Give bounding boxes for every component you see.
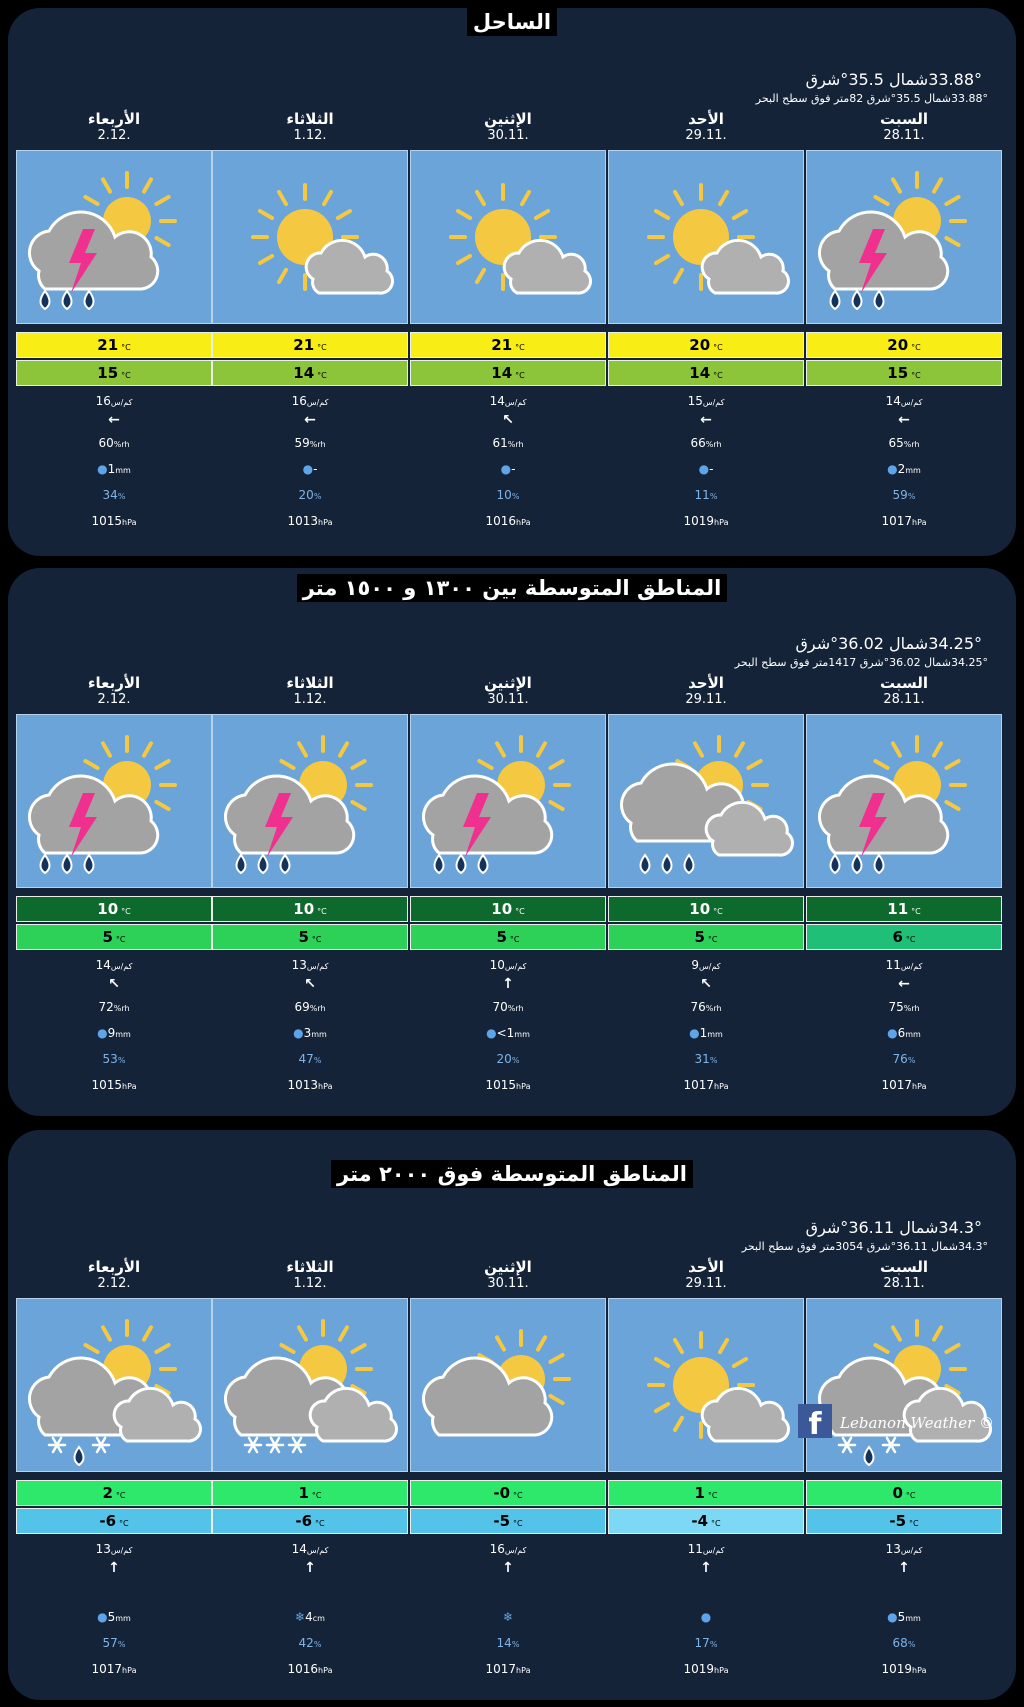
min-temp: 15 <box>887 364 909 382</box>
humidity: 65%rh <box>888 436 920 450</box>
max-temp: 1 <box>298 1484 309 1502</box>
min-temp-bar: -4 °C <box>608 1508 804 1534</box>
raindrop-icon: ● <box>689 1026 700 1040</box>
day-name: الثلاثاء <box>286 110 334 128</box>
min-temp: 5 <box>694 928 705 946</box>
pressure: 1017hPa <box>485 1662 531 1676</box>
precip-probability: 20% <box>496 1052 520 1066</box>
day-date: 1.12. <box>293 692 327 707</box>
precipitation: ●- <box>698 462 714 476</box>
weather-cloud-snow-rain-icon <box>806 1298 1002 1472</box>
pressure: 1013hPa <box>287 514 333 528</box>
humidity: 60%rh <box>98 436 130 450</box>
pressure: 1017hPa <box>881 1078 927 1092</box>
max-temp-bar: 21 °C <box>212 332 408 358</box>
wind-direction-arrow-icon: ← <box>700 412 712 428</box>
max-temp-bar: 10 °C <box>410 896 606 922</box>
precipitation: ●1mm <box>689 1026 723 1040</box>
min-temp-bar: 5 °C <box>410 924 606 950</box>
day-name: الأربعاء <box>87 110 141 128</box>
wind-direction-arrow-icon: ↖ <box>108 976 120 992</box>
panel-title: الساحل <box>467 8 557 36</box>
raindrop-icon: ● <box>302 462 314 476</box>
wind-direction-arrow-icon: ↑ <box>304 1560 316 1576</box>
min-temp: 5 <box>496 928 507 946</box>
max-temp: 21 <box>97 336 119 354</box>
raindrop-icon: ● <box>97 1610 108 1624</box>
min-temp: 6 <box>892 928 903 946</box>
pressure: 1015hPa <box>485 1078 531 1092</box>
min-temp: 14 <box>689 364 711 382</box>
wind-direction-arrow-icon: ↑ <box>898 1560 910 1576</box>
raindrop-icon: ● <box>700 1610 712 1624</box>
wind-direction-arrow-icon: ↑ <box>502 1560 514 1576</box>
max-temp-bar: 20 °C <box>806 332 1002 358</box>
day-date: 30.11. <box>487 1276 529 1291</box>
wind-speed: 16كم/س <box>291 394 329 408</box>
humidity: 70%rh <box>492 1000 524 1014</box>
min-temp-bar: -6 °C <box>16 1508 212 1534</box>
forecast-panel <box>8 568 1016 1116</box>
day-name: الإثنين <box>484 1258 532 1276</box>
max-temp-bar: 11 °C <box>806 896 1002 922</box>
day-name: السبت <box>879 674 929 692</box>
coordinates: 34.3°شمال 36.11°شرق <box>805 1218 982 1237</box>
precip-probability: 17% <box>694 1636 718 1650</box>
weather-sun-cloud-icon <box>608 1298 804 1472</box>
humidity: 66%rh <box>690 436 722 450</box>
day-date: 29.11. <box>685 692 727 707</box>
humidity: 76%rh <box>690 1000 722 1014</box>
max-temp: 2 <box>102 1484 113 1502</box>
day-name: السبت <box>879 110 929 128</box>
precipitation: ●- <box>500 462 516 476</box>
day-name: الأربعاء <box>87 674 141 692</box>
wind-speed: 16كم/س <box>95 394 133 408</box>
wind-direction-arrow-icon: ← <box>108 412 120 428</box>
pressure: 1015hPa <box>91 514 137 528</box>
min-temp-bar: 14 °C <box>212 360 408 386</box>
wind-speed: 15كم/س <box>687 394 725 408</box>
precipitation <box>608 1610 804 1624</box>
max-temp: 0 <box>892 1484 903 1502</box>
coordinates: 34.25°شمال 36.02°شرق <box>795 634 982 653</box>
weather-cloud-snow-rain-icon <box>16 1298 212 1472</box>
wind-direction-arrow-icon: ↖ <box>502 412 514 428</box>
max-temp: 10 <box>491 900 513 918</box>
weather-cloud-snow-icon <box>212 1298 408 1472</box>
svg-text:Lebanon Weather ©: Lebanon Weather © <box>840 1414 995 1432</box>
wind-speed: 13كم/س <box>291 958 329 972</box>
wind-direction-arrow-icon: ↑ <box>700 1560 712 1576</box>
min-temp-bar: 5 °C <box>212 924 408 950</box>
precipitation: ●9mm <box>97 1026 131 1040</box>
weather-thunder-rain-icon <box>410 714 606 888</box>
wind-direction-arrow-icon: ↑ <box>502 976 514 992</box>
precipitation: ●5mm <box>97 1610 131 1624</box>
min-temp: 15 <box>97 364 119 382</box>
raindrop-icon: ● <box>500 462 512 476</box>
raindrop-icon: ● <box>887 1026 898 1040</box>
precipitation: ●6mm <box>887 1026 921 1040</box>
day-date: 28.11. <box>883 128 925 143</box>
coordinates: 33.88°شمال 35.5°شرق <box>805 70 982 89</box>
max-temp: 10 <box>293 900 315 918</box>
precip-probability: 42% <box>298 1636 322 1650</box>
day-date: 1.12. <box>293 128 327 143</box>
pressure: 1019hPa <box>683 1662 729 1676</box>
wind-direction-arrow-icon: ↖ <box>304 976 316 992</box>
day-name: الثلاثاء <box>286 1258 334 1276</box>
wind-speed: 13كم/س <box>885 1542 923 1556</box>
day-date: 2.12. <box>97 128 131 143</box>
max-temp-bar: 10 °C <box>16 896 212 922</box>
wind-speed: 11كم/س <box>687 1542 725 1556</box>
wind-speed: 9كم/س <box>691 958 721 972</box>
max-temp: 21 <box>293 336 315 354</box>
max-temp: 21 <box>491 336 513 354</box>
wind-speed: 14كم/س <box>885 394 923 408</box>
weather-thunder-rain-icon <box>16 150 212 324</box>
day-date: 30.11. <box>487 128 529 143</box>
raindrop-icon: ● <box>97 1026 108 1040</box>
precip-probability: 76% <box>892 1052 916 1066</box>
day-name: الأربعاء <box>87 1258 141 1276</box>
day-date: 2.12. <box>97 1276 131 1291</box>
wind-direction-arrow-icon: ← <box>898 412 910 428</box>
pressure: 1015hPa <box>91 1078 137 1092</box>
max-temp-bar: 1 °C <box>212 1480 408 1506</box>
max-temp-bar: 20 °C <box>608 332 804 358</box>
max-temp-bar: 2 °C <box>16 1480 212 1506</box>
max-temp-bar: 21 °C <box>410 332 606 358</box>
raindrop-icon: ● <box>887 1610 898 1624</box>
min-temp: -5 <box>493 1512 511 1530</box>
max-temp-bar: 1 °C <box>608 1480 804 1506</box>
max-temp: 11 <box>887 900 909 918</box>
min-temp-bar: -6 °C <box>212 1508 408 1534</box>
pressure: 1017hPa <box>683 1078 729 1092</box>
pressure: 1017hPa <box>881 514 927 528</box>
pressure: 1019hPa <box>881 1662 927 1676</box>
pressure: 1013hPa <box>287 1078 333 1092</box>
min-temp: -5 <box>889 1512 907 1530</box>
day-date: 29.11. <box>685 1276 727 1291</box>
day-name: الأحد <box>688 674 724 692</box>
wind-speed: 10كم/س <box>489 958 527 972</box>
min-temp: -6 <box>295 1512 313 1530</box>
wind-speed: 14كم/س <box>291 1542 329 1556</box>
precipitation: ●3mm <box>293 1026 327 1040</box>
wind-speed: 14كم/س <box>95 958 133 972</box>
coordinates-elevation: 33.88°شمال 35.5°شرق 82متر فوق سطح البحر <box>755 92 988 105</box>
wind-direction-arrow-icon: ← <box>898 976 910 992</box>
wind-direction-arrow-icon: ↖ <box>700 976 712 992</box>
min-temp-bar: 5 °C <box>16 924 212 950</box>
day-name: الأحد <box>688 110 724 128</box>
precipitation: ●<1mm <box>486 1026 530 1040</box>
max-temp-bar: -0 °C <box>410 1480 606 1506</box>
weather-cloud-icon <box>410 1298 606 1472</box>
wind-speed: 11كم/س <box>885 958 923 972</box>
precipitation: ●- <box>302 462 318 476</box>
weather-cloud-rain-icon <box>608 714 804 888</box>
wind-direction-arrow-icon: ↑ <box>108 1560 120 1576</box>
max-temp-bar: 10 °C <box>608 896 804 922</box>
precip-probability: 53% <box>102 1052 126 1066</box>
day-date: 2.12. <box>97 692 131 707</box>
weather-sun-cloud-icon <box>608 150 804 324</box>
pressure: 1017hPa <box>91 1662 137 1676</box>
raindrop-icon: ● <box>97 462 108 476</box>
min-temp: 5 <box>102 928 113 946</box>
min-temp-bar: -5 °C <box>806 1508 1002 1534</box>
svg-text:f: f <box>808 1407 822 1440</box>
precip-probability: 57% <box>102 1636 126 1650</box>
weather-sun-cloud-icon <box>410 150 606 324</box>
min-temp: -4 <box>691 1512 709 1530</box>
wind-speed: 14كم/س <box>489 394 527 408</box>
min-temp: 14 <box>293 364 315 382</box>
day-date: 29.11. <box>685 128 727 143</box>
day-name: الثلاثاء <box>286 674 334 692</box>
precipitation: ❄4cm <box>295 1610 325 1624</box>
facebook-watermark <box>798 1400 1020 1440</box>
precip-probability: 14% <box>496 1636 520 1650</box>
raindrop-icon: ● <box>293 1026 304 1040</box>
panel-title: المناطق المتوسطة بين ١٣٠٠ و ١٥٠٠ متر <box>297 574 728 602</box>
weather-thunder-rain-icon <box>806 150 1002 324</box>
precip-probability: 20% <box>298 488 322 502</box>
min-temp-bar: 14 °C <box>410 360 606 386</box>
weather-thunder-rain-icon <box>212 714 408 888</box>
max-temp: 1 <box>694 1484 705 1502</box>
precip-probability: 31% <box>694 1052 718 1066</box>
min-temp: 14 <box>491 364 513 382</box>
max-temp-bar: 21 °C <box>16 332 212 358</box>
humidity: 59%rh <box>294 436 326 450</box>
weather-sun-cloud-icon <box>212 150 408 324</box>
pressure: 1019hPa <box>683 514 729 528</box>
day-date: 28.11. <box>883 692 925 707</box>
coordinates-elevation: 34.3°شمال 36.11°شرق 3054متر فوق سطح البحر <box>741 1240 988 1253</box>
precip-probability: 34% <box>102 488 126 502</box>
min-temp-bar: 15 °C <box>16 360 212 386</box>
max-temp: 10 <box>689 900 711 918</box>
precip-probability: 68% <box>892 1636 916 1650</box>
min-temp-bar: -5 °C <box>410 1508 606 1534</box>
coordinates-elevation: 34.25°شمال 36.02°شرق 1417متر فوق سطح البحر <box>734 656 988 669</box>
wind-direction-arrow-icon: ← <box>304 412 316 428</box>
min-temp-bar: 14 °C <box>608 360 804 386</box>
min-temp-bar: 5 °C <box>608 924 804 950</box>
humidity: 75%rh <box>888 1000 920 1014</box>
min-temp-bar: 15 °C <box>806 360 1002 386</box>
raindrop-icon: ● <box>486 1026 497 1040</box>
max-temp: 20 <box>689 336 711 354</box>
max-temp-bar: 10 °C <box>212 896 408 922</box>
wind-speed: 13كم/س <box>95 1542 133 1556</box>
max-temp-bar: 0 °C <box>806 1480 1002 1506</box>
day-name: الأحد <box>688 1258 724 1276</box>
day-name: السبت <box>879 1258 929 1276</box>
raindrop-icon: ● <box>698 462 710 476</box>
precip-probability: 47% <box>298 1052 322 1066</box>
min-temp: -6 <box>99 1512 117 1530</box>
precipitation: ●1mm <box>97 462 131 476</box>
pressure: 1016hPa <box>485 514 531 528</box>
max-temp: 20 <box>887 336 909 354</box>
pressure: 1016hPa <box>287 1662 333 1676</box>
min-temp-bar: 6 °C <box>806 924 1002 950</box>
day-name: الإثنين <box>484 110 532 128</box>
min-temp: 5 <box>298 928 309 946</box>
max-temp: -0 <box>493 1484 511 1502</box>
forecast-panel <box>8 8 1016 556</box>
day-name: الإثنين <box>484 674 532 692</box>
precip-probability: 11% <box>694 488 718 502</box>
day-date: 1.12. <box>293 1276 327 1291</box>
panel-title: المناطق المتوسطة فوق ٢٠٠٠ متر <box>331 1160 693 1188</box>
day-date: 28.11. <box>883 1276 925 1291</box>
weather-thunder-rain-icon <box>16 714 212 888</box>
raindrop-icon: ● <box>887 462 898 476</box>
wind-speed: 16كم/س <box>489 1542 527 1556</box>
weather-thunder-rain-icon <box>806 714 1002 888</box>
max-temp: 10 <box>97 900 119 918</box>
precipitation: ●2mm <box>887 462 921 476</box>
precipitation: ●5mm <box>887 1610 921 1624</box>
precip-probability: 59% <box>892 488 916 502</box>
snowflake-icon: ❄ <box>502 1610 514 1624</box>
snowflake-icon: ❄ <box>295 1610 306 1624</box>
precip-probability: 10% <box>496 488 520 502</box>
day-date: 30.11. <box>487 692 529 707</box>
humidity: 69%rh <box>294 1000 326 1014</box>
humidity: 72%rh <box>98 1000 130 1014</box>
humidity: 61%rh <box>492 436 524 450</box>
precipitation <box>410 1610 606 1624</box>
